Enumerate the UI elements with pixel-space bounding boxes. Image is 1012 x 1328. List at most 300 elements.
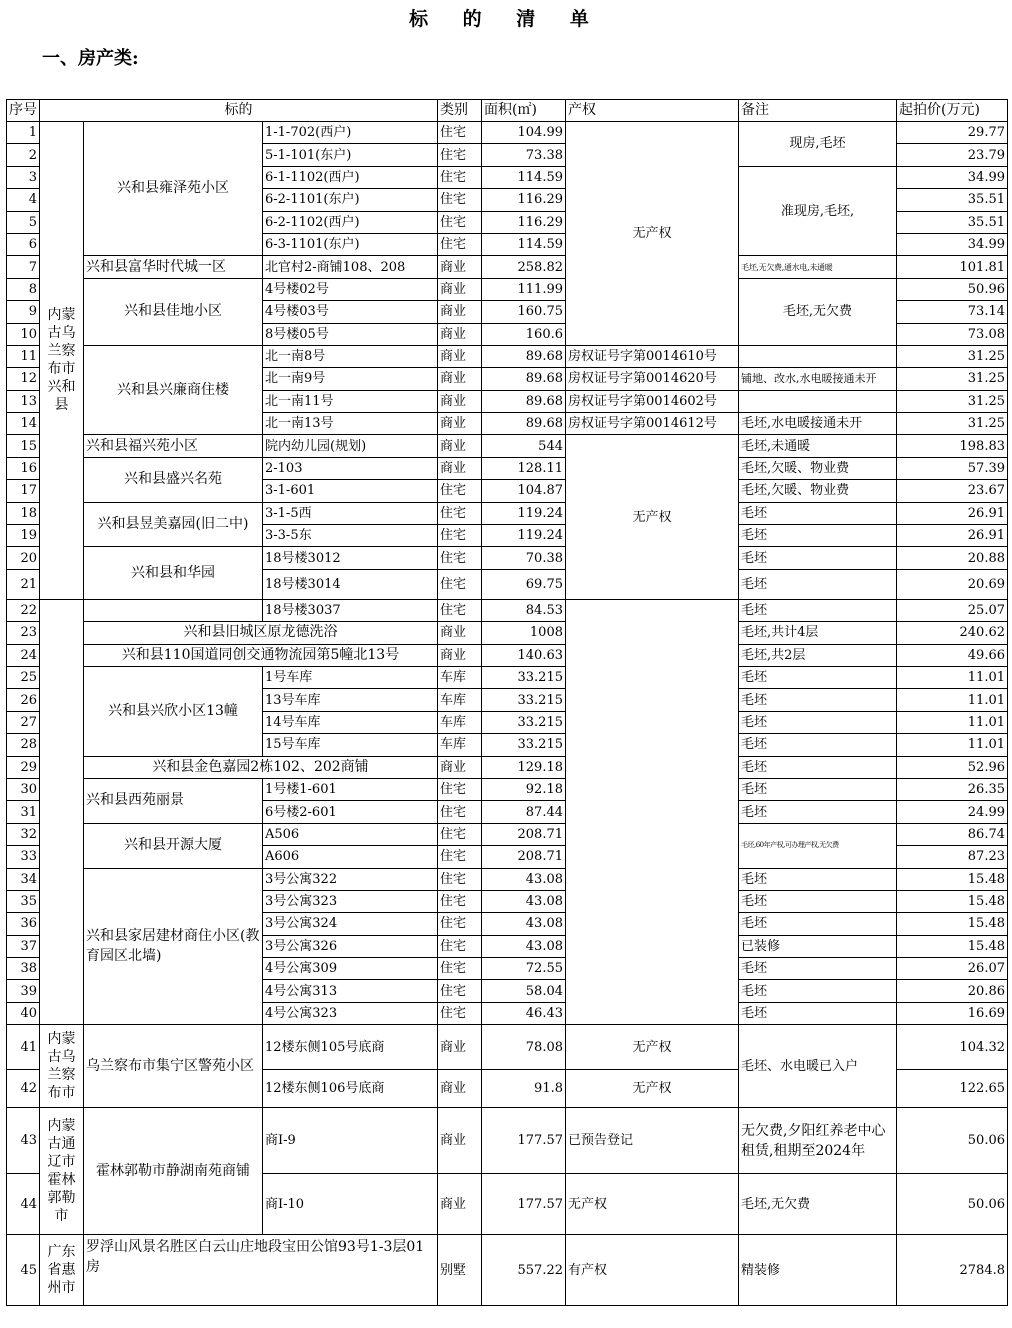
area-cell: 104.87	[482, 480, 566, 502]
price-cell: 26.91	[897, 502, 1008, 524]
unit-cell: 商I-9	[263, 1108, 438, 1174]
note-cell: 毛坯,共计4层	[739, 622, 897, 644]
unit-cell: 6-2-1101(东户)	[263, 189, 438, 211]
note-cell: 毛坯	[739, 666, 897, 688]
header-note: 备注	[739, 100, 897, 122]
unit-cell: 4号楼03号	[263, 301, 438, 323]
price-cell: 15.48	[897, 868, 1008, 890]
unit-cell: 北官村2-商铺108、208	[263, 256, 438, 278]
note-cell: 精装修	[739, 1235, 897, 1306]
project-cell: 兴和县金色嘉园2栋102、202商铺	[84, 756, 438, 778]
price-cell: 34.99	[897, 233, 1008, 255]
seq-cell: 4	[7, 189, 40, 211]
price-cell: 73.08	[897, 323, 1008, 345]
note-cell: 准现房,毛坯,	[739, 166, 897, 256]
unit-cell: 4号楼02号	[263, 278, 438, 300]
type-cell: 商业	[438, 278, 482, 300]
table-row	[7, 502, 1008, 524]
price-cell: 50.06	[897, 1108, 1008, 1174]
project-cell: 兴和县开源大厦	[84, 823, 263, 868]
unit-cell: 14号车库	[263, 711, 438, 733]
note-cell: 毛坯	[739, 689, 897, 711]
area-cell: 89.68	[482, 390, 566, 412]
seq-cell: 28	[7, 734, 40, 756]
area-cell: 70.38	[482, 547, 566, 569]
note-cell: 毛坯,共2层	[739, 644, 897, 666]
area-cell: 1008	[482, 622, 566, 644]
note-cell: 已装修	[739, 935, 897, 957]
note-cell: 毛坯,无欠费	[739, 278, 897, 345]
unit-cell: 12楼东侧106号底商	[263, 1070, 438, 1108]
type-cell: 住宅	[438, 935, 482, 957]
note-cell: 毛坯	[739, 502, 897, 524]
price-cell: 31.25	[897, 368, 1008, 390]
type-cell: 商业	[438, 457, 482, 479]
price-cell: 87.23	[897, 846, 1008, 868]
unit-cell: 18号楼3037	[263, 599, 438, 621]
project-cell: 兴和县佳地小区	[84, 278, 263, 345]
right-cell: 已预告登记	[566, 1108, 739, 1174]
table-row	[7, 622, 1008, 644]
area-cell: 557.22	[482, 1235, 566, 1306]
area-cell: 33.215	[482, 666, 566, 688]
price-cell: 23.79	[897, 144, 1008, 166]
area-cell: 160.75	[482, 301, 566, 323]
unit-cell: 18号楼3014	[263, 569, 438, 599]
price-cell: 240.62	[897, 622, 1008, 644]
area-cell: 177.57	[482, 1108, 566, 1174]
project-cell: 兴和县旧城区原龙德洗浴	[84, 622, 438, 644]
table-row	[7, 122, 1008, 144]
unit-cell: 北一南13号	[263, 413, 438, 435]
note-cell: 毛坯	[739, 734, 897, 756]
table-row	[7, 278, 1008, 300]
note-cell: 毛坯	[739, 599, 897, 621]
note-cell: 毛坯,未通暖	[739, 435, 897, 457]
area-cell: 89.68	[482, 345, 566, 367]
area-cell: 33.215	[482, 734, 566, 756]
listing-table	[6, 99, 1008, 1306]
seq-cell: 2	[7, 144, 40, 166]
project-cell: 兴和县家居建材商住小区(教育园区北墙)	[84, 868, 263, 1025]
type-cell: 住宅	[438, 980, 482, 1002]
unit-cell: 商I-10	[263, 1174, 438, 1235]
area-cell: 73.38	[482, 144, 566, 166]
right-cell: 房权证号字第0014612号	[566, 413, 739, 435]
type-cell: 商业	[438, 1070, 482, 1108]
price-cell: 49.66	[897, 644, 1008, 666]
price-cell: 198.83	[897, 435, 1008, 457]
seq-cell: 21	[7, 569, 40, 599]
table-row	[7, 1108, 1008, 1174]
price-cell: 57.39	[897, 457, 1008, 479]
table-row	[7, 823, 1008, 845]
area-cell: 114.59	[482, 166, 566, 188]
header-target: 标的	[40, 100, 438, 122]
note-cell: 无欠费,夕阳红养老中心租赁,租期至2024年	[739, 1108, 897, 1174]
type-cell: 住宅	[438, 846, 482, 868]
type-cell: 住宅	[438, 913, 482, 935]
note-cell: 毛坯	[739, 711, 897, 733]
note-cell: 现房,毛坯	[739, 122, 897, 167]
right-cell: 无产权	[566, 435, 739, 599]
type-cell: 商业	[438, 1174, 482, 1235]
price-cell: 15.48	[897, 890, 1008, 912]
table-row	[7, 756, 1008, 778]
seq-cell: 19	[7, 525, 40, 547]
note-cell: 毛坯	[739, 756, 897, 778]
area-cell: 43.08	[482, 935, 566, 957]
type-cell: 住宅	[438, 823, 482, 845]
type-cell: 住宅	[438, 569, 482, 599]
note-cell: 毛坯	[739, 1002, 897, 1024]
type-cell: 住宅	[438, 480, 482, 502]
type-cell: 商业	[438, 1108, 482, 1174]
right-cell: 有产权	[566, 1235, 739, 1306]
seq-cell: 35	[7, 890, 40, 912]
type-cell: 商业	[438, 390, 482, 412]
type-cell: 车库	[438, 711, 482, 733]
seq-cell: 37	[7, 935, 40, 957]
type-cell: 住宅	[438, 211, 482, 233]
note-cell: 毛坯,水电暖接通未开	[739, 413, 897, 435]
price-cell: 31.25	[897, 390, 1008, 412]
unit-cell: 6-2-1102(西户)	[263, 211, 438, 233]
area-cell: 544	[482, 435, 566, 457]
seq-cell: 40	[7, 1002, 40, 1024]
table-row	[7, 1025, 1008, 1070]
price-cell: 26.91	[897, 525, 1008, 547]
seq-cell: 1	[7, 122, 40, 144]
unit-cell: 1号车库	[263, 666, 438, 688]
project-cell: 兴和县昱美嘉园(旧二中)	[84, 502, 263, 547]
right-cell: 无产权	[566, 1070, 739, 1108]
region-cell-empty	[40, 599, 84, 1024]
unit-cell: 1-1-702(西户)	[263, 122, 438, 144]
unit-cell: 5-1-101(东户)	[263, 144, 438, 166]
price-cell: 31.25	[897, 345, 1008, 367]
unit-cell: 4号公寓323	[263, 1002, 438, 1024]
table-row	[7, 644, 1008, 666]
area-cell: 58.04	[482, 980, 566, 1002]
region-cell: 内蒙古乌兰察布市	[40, 1025, 84, 1108]
note-cell: 毛坯,60年产权,可办理产权,无欠费	[739, 823, 897, 868]
seq-cell: 17	[7, 480, 40, 502]
type-cell: 住宅	[438, 144, 482, 166]
right-cell: 房权证号字第0014602号	[566, 390, 739, 412]
unit-cell: 12楼东侧105号底商	[263, 1025, 438, 1070]
note-cell: 毛坯	[739, 890, 897, 912]
area-cell: 160.6	[482, 323, 566, 345]
section-heading: 一、房产类:	[42, 48, 139, 69]
seq-cell: 36	[7, 913, 40, 935]
seq-cell: 10	[7, 323, 40, 345]
header-seq: 序号	[7, 100, 40, 122]
note-cell: 毛坯	[739, 525, 897, 547]
note-cell: 毛坯	[739, 801, 897, 823]
seq-cell: 27	[7, 711, 40, 733]
area-cell: 129.18	[482, 756, 566, 778]
seq-cell: 26	[7, 689, 40, 711]
project-cell: 兴和县110国道同创交通物流园第5幢北13号	[84, 644, 438, 666]
area-cell: 208.71	[482, 823, 566, 845]
type-cell: 住宅	[438, 778, 482, 800]
type-cell: 住宅	[438, 502, 482, 524]
note-cell	[739, 345, 897, 367]
area-cell: 140.63	[482, 644, 566, 666]
header-area: 面积(㎡)	[482, 100, 566, 122]
type-cell: 住宅	[438, 189, 482, 211]
type-cell: 住宅	[438, 868, 482, 890]
right-cell: 房权证号字第0014620号	[566, 368, 739, 390]
unit-cell: 北一南9号	[263, 368, 438, 390]
unit-cell: 8号楼05号	[263, 323, 438, 345]
unit-cell: 15号车库	[263, 734, 438, 756]
unit-cell: A506	[263, 823, 438, 845]
seq-cell: 11	[7, 345, 40, 367]
area-cell: 116.29	[482, 211, 566, 233]
type-cell: 住宅	[438, 599, 482, 621]
area-cell: 87.44	[482, 801, 566, 823]
type-cell: 住宅	[438, 890, 482, 912]
table-row	[7, 457, 1008, 479]
seq-cell: 38	[7, 958, 40, 980]
price-cell: 101.81	[897, 256, 1008, 278]
area-cell: 111.99	[482, 278, 566, 300]
type-cell: 商业	[438, 323, 482, 345]
table-row	[7, 599, 1008, 621]
price-cell: 35.51	[897, 189, 1008, 211]
note-cell: 毛坯,欠暖、物业费	[739, 480, 897, 502]
seq-cell: 41	[7, 1025, 40, 1070]
table-row	[7, 868, 1008, 890]
unit-cell: 院内幼儿园(规划)	[263, 435, 438, 457]
price-cell: 50.96	[897, 278, 1008, 300]
area-cell: 258.82	[482, 256, 566, 278]
unit-cell: 18号楼3012	[263, 547, 438, 569]
note-cell: 毛坯	[739, 958, 897, 980]
unit-cell: 6-3-1101(东户)	[263, 233, 438, 255]
area-cell: 92.18	[482, 778, 566, 800]
price-cell: 29.77	[897, 122, 1008, 144]
table-row	[7, 666, 1008, 688]
price-cell: 11.01	[897, 711, 1008, 733]
table-row	[7, 435, 1008, 457]
header-right: 产权	[566, 100, 739, 122]
project-cell: 兴和县盛兴名苑	[84, 457, 263, 502]
seq-cell: 33	[7, 846, 40, 868]
seq-cell: 18	[7, 502, 40, 524]
unit-cell: 3号公寓324	[263, 913, 438, 935]
header-type: 类别	[438, 100, 482, 122]
note-cell: 毛坯	[739, 569, 897, 599]
seq-cell: 15	[7, 435, 40, 457]
area-cell: 43.08	[482, 868, 566, 890]
table-row	[7, 1235, 1008, 1306]
table-row	[7, 256, 1008, 278]
price-cell: 104.32	[897, 1025, 1008, 1070]
seq-cell: 23	[7, 622, 40, 644]
seq-cell: 6	[7, 233, 40, 255]
price-cell: 86.74	[897, 823, 1008, 845]
price-cell: 15.48	[897, 913, 1008, 935]
price-cell: 20.69	[897, 569, 1008, 599]
type-cell: 住宅	[438, 166, 482, 188]
area-cell: 89.68	[482, 368, 566, 390]
unit-cell: 3-1-5西	[263, 502, 438, 524]
note-cell: 毛坯、水电暖已入户	[739, 1025, 897, 1108]
type-cell: 别墅	[438, 1235, 482, 1306]
price-cell: 11.01	[897, 734, 1008, 756]
project-cell: 兴和县西苑丽景	[84, 778, 263, 823]
right-cell-empty	[566, 599, 739, 1024]
right-cell: 无产权	[566, 1174, 739, 1235]
project-cell: 乌兰察布市集宁区警苑小区	[84, 1025, 263, 1108]
note-cell: 毛坯	[739, 778, 897, 800]
unit-cell: 3号公寓322	[263, 868, 438, 890]
seq-cell: 8	[7, 278, 40, 300]
price-cell: 23.67	[897, 480, 1008, 502]
seq-cell: 5	[7, 211, 40, 233]
note-cell: 毛坯	[739, 547, 897, 569]
type-cell: 住宅	[438, 233, 482, 255]
price-cell: 15.48	[897, 935, 1008, 957]
price-cell: 11.01	[897, 666, 1008, 688]
unit-cell: 6-1-1102(西户)	[263, 166, 438, 188]
unit-cell: 4号公寓313	[263, 980, 438, 1002]
unit-cell: 4号公寓309	[263, 958, 438, 980]
area-cell: 78.08	[482, 1025, 566, 1070]
type-cell: 商业	[438, 256, 482, 278]
region-cell: 广东省惠州市	[40, 1235, 84, 1306]
table-row	[7, 778, 1008, 800]
seq-cell: 42	[7, 1070, 40, 1108]
price-cell: 16.69	[897, 1002, 1008, 1024]
unit-cell: 1号楼1-601	[263, 778, 438, 800]
type-cell: 商业	[438, 368, 482, 390]
type-cell: 车库	[438, 666, 482, 688]
area-cell: 43.08	[482, 913, 566, 935]
type-cell: 住宅	[438, 1002, 482, 1024]
seq-cell: 9	[7, 301, 40, 323]
price-cell: 2784.8	[897, 1235, 1008, 1306]
price-cell: 26.07	[897, 958, 1008, 980]
price-cell: 73.14	[897, 301, 1008, 323]
area-cell: 91.8	[482, 1070, 566, 1108]
unit-cell: 北一南11号	[263, 390, 438, 412]
price-cell: 20.88	[897, 547, 1008, 569]
seq-cell: 29	[7, 756, 40, 778]
note-cell: 毛坯	[739, 868, 897, 890]
seq-cell: 14	[7, 413, 40, 435]
note-cell: 毛坯	[739, 980, 897, 1002]
area-cell: 84.53	[482, 599, 566, 621]
project-cell: 兴和县兴廉商住楼	[84, 345, 263, 435]
seq-cell: 20	[7, 547, 40, 569]
price-cell: 52.96	[897, 756, 1008, 778]
type-cell: 商业	[438, 756, 482, 778]
unit-cell: 3-1-601	[263, 480, 438, 502]
area-cell: 116.29	[482, 189, 566, 211]
project-cell-empty	[84, 599, 263, 621]
right-cell: 无产权	[566, 1025, 739, 1070]
seq-cell: 22	[7, 599, 40, 621]
seq-cell: 7	[7, 256, 40, 278]
area-cell: 69.75	[482, 569, 566, 599]
type-cell: 商业	[438, 644, 482, 666]
type-cell: 商业	[438, 622, 482, 644]
unit-cell: A606	[263, 846, 438, 868]
region-cell: 内蒙古通辽市霍林郭勒市	[40, 1108, 84, 1235]
price-cell: 25.07	[897, 599, 1008, 621]
document-title: 标 的 清 单	[409, 8, 603, 30]
type-cell: 住宅	[438, 525, 482, 547]
price-cell: 35.51	[897, 211, 1008, 233]
table-row	[7, 547, 1008, 569]
unit-cell: 6号楼2-601	[263, 801, 438, 823]
type-cell: 住宅	[438, 547, 482, 569]
seq-cell: 39	[7, 980, 40, 1002]
seq-cell: 45	[7, 1235, 40, 1306]
price-cell: 20.86	[897, 980, 1008, 1002]
note-cell: 铺地、改水,水电暖接通未开	[739, 368, 897, 390]
project-cell: 兴和县富华时代城一区	[84, 256, 263, 278]
price-cell: 50.06	[897, 1174, 1008, 1235]
project-cell: 兴和县兴欣小区13幢	[84, 666, 263, 756]
project-cell: 罗浮山风景名胜区白云山庄地段宝田公馆93号1-3层01房	[84, 1235, 438, 1306]
area-cell: 177.57	[482, 1174, 566, 1235]
unit-cell: 3号公寓323	[263, 890, 438, 912]
table-row	[7, 345, 1008, 367]
area-cell: 114.59	[482, 233, 566, 255]
type-cell: 商业	[438, 413, 482, 435]
seq-cell: 43	[7, 1108, 40, 1174]
area-cell: 119.24	[482, 502, 566, 524]
note-cell	[739, 390, 897, 412]
price-cell: 31.25	[897, 413, 1008, 435]
area-cell: 43.08	[482, 890, 566, 912]
note-cell: 毛坯,无欠费	[739, 1174, 897, 1235]
area-cell: 119.24	[482, 525, 566, 547]
header-row	[7, 100, 1008, 122]
seq-cell: 13	[7, 390, 40, 412]
seq-cell: 32	[7, 823, 40, 845]
seq-cell: 25	[7, 666, 40, 688]
type-cell: 住宅	[438, 801, 482, 823]
type-cell: 住宅	[438, 122, 482, 144]
seq-cell: 12	[7, 368, 40, 390]
price-cell: 26.35	[897, 778, 1008, 800]
type-cell: 商业	[438, 301, 482, 323]
unit-cell: 3号公寓326	[263, 935, 438, 957]
unit-cell: 2-103	[263, 457, 438, 479]
note-cell: 毛坯,欠暖、物业费	[739, 457, 897, 479]
area-cell: 33.215	[482, 689, 566, 711]
header-price: 起拍价(万元)	[897, 100, 1008, 122]
project-cell: 兴和县雍泽苑小区	[84, 122, 263, 256]
region-cell: 内蒙古乌兰察布市兴和县	[40, 122, 84, 600]
seq-cell: 30	[7, 778, 40, 800]
type-cell: 商业	[438, 1025, 482, 1070]
project-cell: 兴和县福兴苑小区	[84, 435, 263, 457]
area-cell: 104.99	[482, 122, 566, 144]
seq-cell: 16	[7, 457, 40, 479]
seq-cell: 31	[7, 801, 40, 823]
right-cell: 无产权	[566, 122, 739, 346]
note-cell: 毛坯,无欠费,通水电,未通暖	[739, 256, 897, 278]
type-cell: 车库	[438, 734, 482, 756]
unit-cell: 北一南8号	[263, 345, 438, 367]
